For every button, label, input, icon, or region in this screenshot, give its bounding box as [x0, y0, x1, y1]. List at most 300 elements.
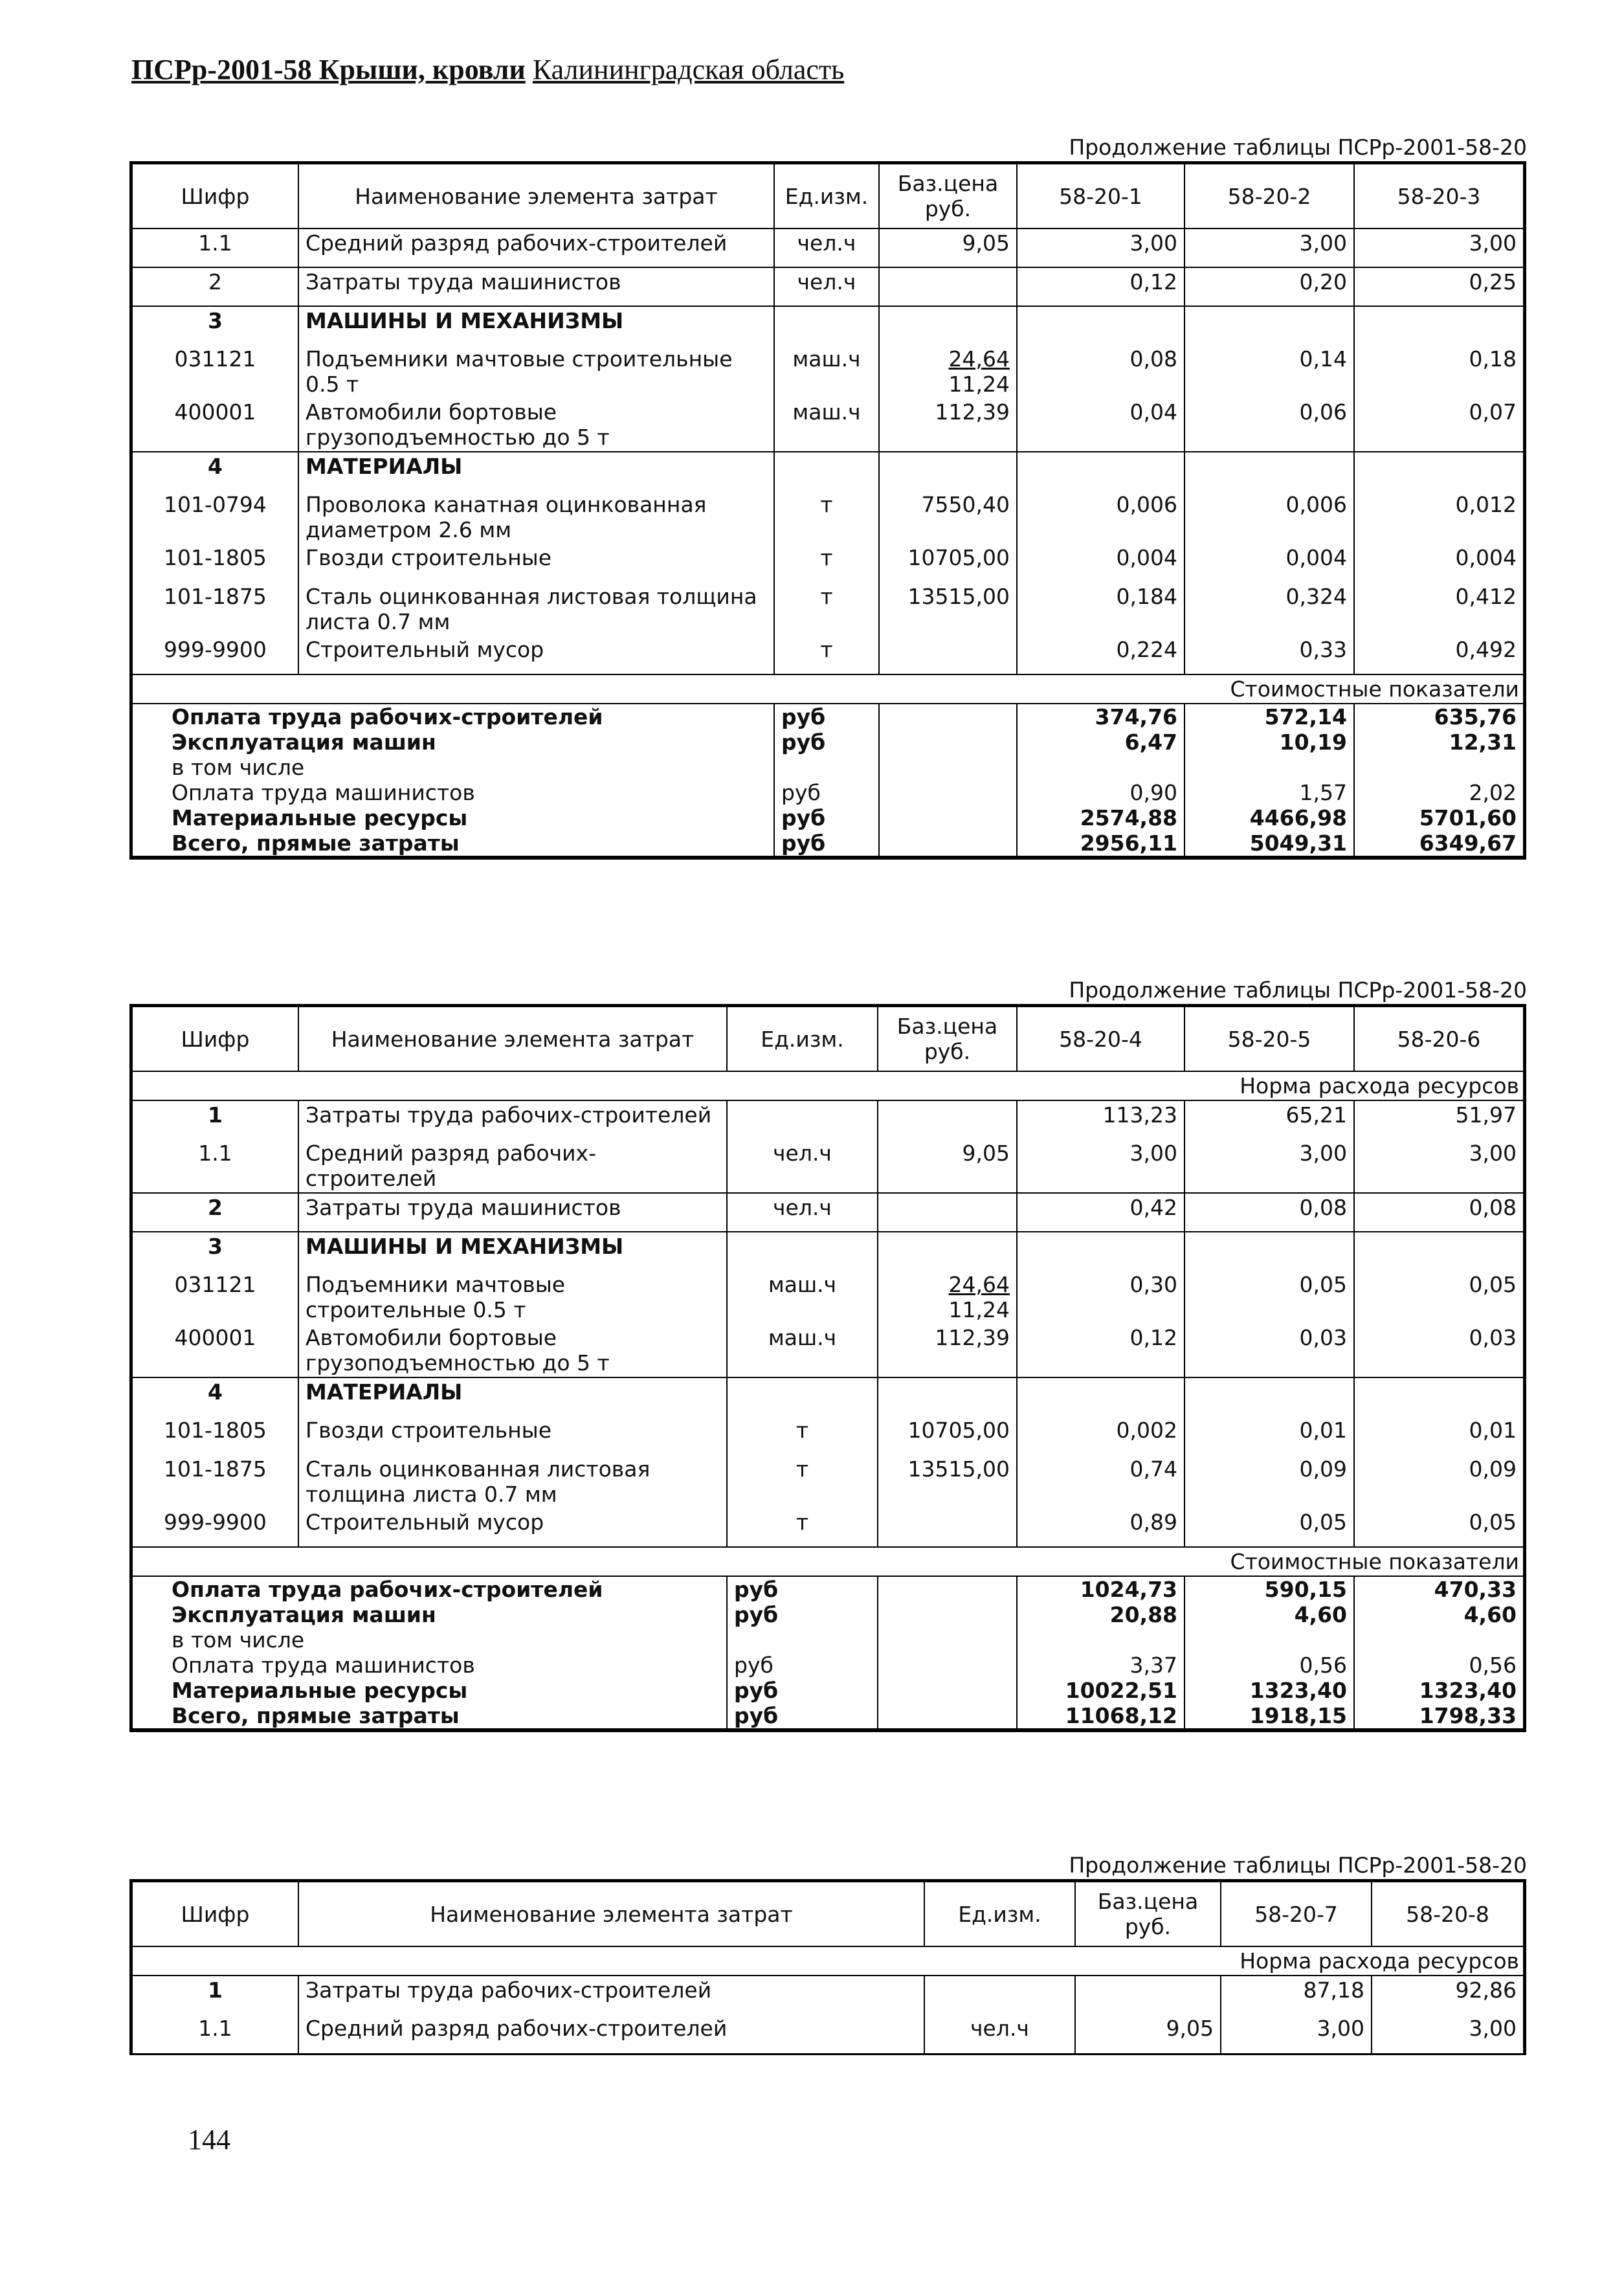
row-code: 999-9900 — [132, 636, 298, 674]
band-resource-norm-label: Норма расхода ресурсов — [132, 1071, 1524, 1100]
col-header-name: Наименование элемента затрат — [298, 1882, 924, 1946]
row-code: 1.1 — [132, 2014, 298, 2053]
row-value — [1185, 306, 1354, 345]
summary-unit: руб — [727, 1576, 878, 1602]
table-row — [132, 1139, 1524, 1193]
row-unit: т — [774, 491, 879, 544]
row-code: 400001 — [132, 398, 298, 452]
row-unit: чел.ч — [924, 2014, 1075, 2053]
row-value: 0,25 — [1354, 267, 1524, 306]
price-value: 9,05 — [1166, 2016, 1214, 2041]
summary-row — [132, 1627, 1524, 1653]
summary-row — [132, 1602, 1524, 1627]
summary-row — [132, 729, 1524, 755]
table-row — [132, 1377, 1524, 1416]
summary-label: Оплата труда машинистов — [132, 780, 774, 805]
table-58-20-1-3 — [131, 163, 1524, 858]
summary-unit: руб — [774, 830, 879, 857]
row-value: 0,05 — [1185, 1271, 1354, 1324]
row-name: МАШИНЫ И МЕХАНИЗМЫ — [298, 306, 774, 345]
summary-row — [132, 805, 1524, 830]
row-value: 0,324 — [1185, 583, 1354, 636]
summary-empty — [879, 755, 1017, 780]
row-code: 101-1875 — [132, 583, 298, 636]
page-header — [131, 53, 844, 86]
band-cost-indicators-label: Стоимостные показатели — [132, 674, 1524, 704]
table-row — [132, 1508, 1524, 1547]
summary-value: 1918,15 — [1185, 1703, 1354, 1730]
row-name: Строительный мусор — [298, 1508, 727, 1547]
row-price — [879, 491, 1017, 544]
summary-empty — [878, 1703, 1017, 1730]
row-price — [1075, 1976, 1221, 2014]
row-name: Средний разряд рабочих-строителей — [298, 2014, 924, 2053]
summary-value — [1185, 1627, 1354, 1653]
col-header-code: Шифр — [132, 1007, 298, 1071]
row-code: 2 — [132, 267, 298, 306]
row-price — [879, 267, 1017, 306]
price-value: 24,64 — [948, 1272, 1010, 1297]
row-unit — [774, 452, 879, 491]
table1-caption: Продолжение таблицы ПСРр-2001-58-20 — [1069, 135, 1527, 160]
row-price — [1075, 2014, 1221, 2053]
summary-value: 6349,67 — [1354, 830, 1524, 857]
summary-label: Эксплуатация машин — [132, 1602, 727, 1627]
row-name: Автомобили бортовые грузоподъемностью до 5 т — [298, 398, 774, 452]
summary-empty — [878, 1678, 1017, 1703]
summary-value: 2574,88 — [1017, 805, 1185, 830]
row-price — [878, 1508, 1017, 1547]
price-value: 112,39 — [935, 1325, 1010, 1350]
row-price — [879, 636, 1017, 674]
table-row — [132, 1324, 1524, 1377]
row-value: 0,05 — [1354, 1508, 1524, 1547]
row-price — [879, 583, 1017, 636]
price-value-secondary: 11,24 — [948, 1297, 1010, 1322]
price-value: 9,05 — [962, 1141, 1010, 1166]
table-row — [132, 1455, 1524, 1508]
row-value: 0,12 — [1017, 267, 1185, 306]
row-value — [1185, 1377, 1354, 1416]
summary-value: 10,19 — [1185, 729, 1354, 755]
table-row — [132, 636, 1524, 674]
row-name: Гвозди строительные — [298, 1416, 727, 1455]
col-header-variant: 58-20-8 — [1372, 1882, 1524, 1946]
row-value: 0,33 — [1185, 636, 1354, 674]
row-value: 0,06 — [1185, 398, 1354, 452]
table-row — [132, 544, 1524, 583]
band-resource-norm — [132, 1946, 1524, 1976]
row-value: 0,184 — [1017, 583, 1185, 636]
summary-value: 1323,40 — [1354, 1678, 1524, 1703]
table-row — [132, 1416, 1524, 1455]
row-code: 400001 — [132, 1324, 298, 1377]
table-row — [132, 1100, 1524, 1139]
row-value: 0,002 — [1017, 1416, 1185, 1455]
row-value — [1354, 1232, 1524, 1271]
summary-value: 572,14 — [1185, 704, 1354, 729]
summary-unit: руб — [774, 729, 879, 755]
summary-value — [1354, 755, 1524, 780]
row-value: 0,004 — [1354, 544, 1524, 583]
row-price — [879, 306, 1017, 345]
row-value — [1017, 452, 1185, 491]
summary-unit: руб — [727, 1678, 878, 1703]
row-price — [878, 1455, 1017, 1508]
row-value: 3,00 — [1372, 2014, 1524, 2053]
row-unit: чел.ч — [774, 267, 879, 306]
summary-value — [1185, 755, 1354, 780]
col-header-price: Баз.цена руб. — [878, 1007, 1017, 1071]
col-header-variant: 58-20-2 — [1185, 164, 1354, 228]
row-unit — [727, 1377, 878, 1416]
table-row — [132, 2014, 1524, 2053]
row-unit: т — [727, 1455, 878, 1508]
row-name: Затраты труда рабочих-строителей — [298, 1976, 924, 2014]
row-value — [1017, 1377, 1185, 1416]
row-value — [1017, 1232, 1185, 1271]
col-header-variant: 58-20-1 — [1017, 164, 1185, 228]
row-name: Сталь оцинкованная листовая толщина листа 0.7 мм — [298, 583, 774, 636]
summary-value: 374,76 — [1017, 704, 1185, 729]
row-unit — [774, 306, 879, 345]
row-value: 0,492 — [1354, 636, 1524, 674]
summary-empty — [879, 780, 1017, 805]
row-code: 031121 — [132, 345, 298, 398]
row-value: 0,30 — [1017, 1271, 1185, 1324]
row-code: 999-9900 — [132, 1508, 298, 1547]
summary-value: 0,90 — [1017, 780, 1185, 805]
summary-label: Материальные ресурсы — [132, 1678, 727, 1703]
row-code: 4 — [132, 452, 298, 491]
row-price — [878, 1324, 1017, 1377]
summary-value: 0,56 — [1185, 1653, 1354, 1678]
row-value: 0,05 — [1354, 1271, 1524, 1324]
table-row — [132, 1232, 1524, 1271]
col-header-unit: Ед.изм. — [774, 164, 879, 228]
summary-value: 1323,40 — [1185, 1678, 1354, 1703]
summary-unit — [727, 1627, 878, 1653]
summary-empty — [879, 830, 1017, 857]
summary-empty — [879, 805, 1017, 830]
table-58-20-7-8 — [131, 1881, 1524, 2053]
row-unit — [924, 1976, 1075, 2014]
summary-unit: руб — [727, 1602, 878, 1627]
table-row — [132, 1271, 1524, 1324]
row-name: Автомобили бортовые грузоподъемностью до 5 т — [298, 1324, 727, 1377]
row-value: 0,08 — [1354, 1193, 1524, 1232]
row-name: Средний разряд рабочих-строителей — [298, 228, 774, 267]
col-header-code: Шифр — [132, 164, 298, 228]
summary-row — [132, 1678, 1524, 1703]
row-code: 3 — [132, 1232, 298, 1271]
row-value: 0,20 — [1185, 267, 1354, 306]
band-cost-indicators — [132, 674, 1524, 704]
row-name: МАШИНЫ И МЕХАНИЗМЫ — [298, 1232, 727, 1271]
row-name: МАТЕРИАЛЫ — [298, 452, 774, 491]
price-value: 10705,00 — [907, 1418, 1010, 1443]
row-code: 1.1 — [132, 228, 298, 267]
band-cost-indicators — [132, 1547, 1524, 1576]
price-value: 13515,00 — [907, 1456, 1010, 1482]
row-value: 0,12 — [1017, 1324, 1185, 1377]
band-cost-indicators-label: Стоимостные показатели — [132, 1547, 1524, 1576]
row-value: 0,09 — [1354, 1455, 1524, 1508]
row-value: 0,07 — [1354, 398, 1524, 452]
row-price — [878, 1416, 1017, 1455]
row-value: 0,08 — [1185, 1193, 1354, 1232]
row-unit: маш.ч — [727, 1271, 878, 1324]
row-value: 0,412 — [1354, 583, 1524, 636]
row-code: 1.1 — [132, 1139, 298, 1193]
col-header-variant: 58-20-6 — [1354, 1007, 1524, 1071]
row-name: Затраты труда машинистов — [298, 267, 774, 306]
row-unit: чел.ч — [774, 228, 879, 267]
summary-unit: руб — [774, 780, 879, 805]
row-value — [1354, 452, 1524, 491]
row-name: Затраты труда рабочих-строителей — [298, 1100, 727, 1139]
summary-value — [1017, 1627, 1185, 1653]
summary-label: Оплата труда машинистов — [132, 1653, 727, 1678]
row-price — [879, 398, 1017, 452]
row-value: 0,224 — [1017, 636, 1185, 674]
row-value: 0,09 — [1185, 1455, 1354, 1508]
row-code: 1 — [132, 1100, 298, 1139]
row-name: Гвозди строительные — [298, 544, 774, 583]
row-value: 0,89 — [1017, 1508, 1185, 1547]
summary-value: 10022,51 — [1017, 1678, 1185, 1703]
row-unit: маш.ч — [774, 345, 879, 398]
row-value: 3,00 — [1354, 228, 1524, 267]
row-value: 0,01 — [1185, 1416, 1354, 1455]
row-value: 0,006 — [1017, 491, 1185, 544]
row-value: 0,08 — [1017, 345, 1185, 398]
band-resource-norm-label: Норма расхода ресурсов — [132, 1946, 1524, 1976]
table-row — [132, 452, 1524, 491]
summary-value: 11068,12 — [1017, 1703, 1185, 1730]
summary-value: 1798,33 — [1354, 1703, 1524, 1730]
row-value: 3,00 — [1185, 228, 1354, 267]
summary-unit: руб — [774, 805, 879, 830]
col-header-variant: 58-20-7 — [1221, 1882, 1372, 1946]
summary-value: 2,02 — [1354, 780, 1524, 805]
table3-caption: Продолжение таблицы ПСРр-2001-58-20 — [1069, 1853, 1527, 1878]
row-price — [878, 1139, 1017, 1193]
summary-label: Оплата труда рабочих-строителей — [132, 1576, 727, 1602]
row-value: 3,00 — [1017, 228, 1185, 267]
row-code: 3 — [132, 306, 298, 345]
row-name: Средний разряд рабочих-строителей — [298, 1139, 727, 1193]
row-unit: т — [774, 583, 879, 636]
row-name: Затраты труда машинистов — [298, 1193, 727, 1232]
col-header-name: Наименование элемента затрат — [298, 1007, 727, 1071]
col-header-variant: 58-20-4 — [1017, 1007, 1185, 1071]
row-price — [879, 452, 1017, 491]
row-unit: маш.ч — [727, 1324, 878, 1377]
summary-empty — [878, 1627, 1017, 1653]
row-code: 2 — [132, 1193, 298, 1232]
row-price — [879, 345, 1017, 398]
summary-value: 3,37 — [1017, 1653, 1185, 1678]
summary-label: Оплата труда рабочих-строителей — [132, 704, 774, 729]
header-title: ПСРр-2001-58 Крыши, кровли — [131, 54, 526, 85]
col-header-unit: Ед.изм. — [924, 1882, 1075, 1946]
row-code: 101-0794 — [132, 491, 298, 544]
row-value: 3,00 — [1017, 1139, 1185, 1193]
row-name: Подъемники мачтовые строительные 0.5 т — [298, 1271, 727, 1324]
row-name: Проволока канатная оцинкованная диаметром 2.6 мм — [298, 491, 774, 544]
row-value: 0,004 — [1185, 544, 1354, 583]
summary-label: Всего, прямые затраты — [132, 830, 774, 857]
table-row — [132, 306, 1524, 345]
price-value: 9,05 — [962, 230, 1010, 256]
row-name: Сталь оцинкованная листовая толщина листа 0.7 мм — [298, 1455, 727, 1508]
row-price — [878, 1193, 1017, 1232]
row-unit: маш.ч — [774, 398, 879, 452]
summary-row — [132, 830, 1524, 857]
row-value — [1185, 452, 1354, 491]
row-value: 0,04 — [1017, 398, 1185, 452]
summary-value — [1017, 755, 1185, 780]
col-header-unit: Ед.изм. — [727, 1007, 878, 1071]
row-value: 0,74 — [1017, 1455, 1185, 1508]
row-value — [1017, 306, 1185, 345]
row-value: 113,23 — [1017, 1100, 1185, 1139]
summary-label: Всего, прямые затраты — [132, 1703, 727, 1730]
row-unit: чел.ч — [727, 1139, 878, 1193]
row-unit: чел.ч — [727, 1193, 878, 1232]
summary-value: 590,15 — [1185, 1576, 1354, 1602]
col-header-price: Баз.цена руб. — [1075, 1882, 1221, 1946]
table-row — [132, 345, 1524, 398]
summary-empty — [878, 1602, 1017, 1627]
summary-unit — [774, 755, 879, 780]
price-value: 13515,00 — [907, 584, 1010, 609]
row-value — [1354, 1377, 1524, 1416]
summary-value: 1,57 — [1185, 780, 1354, 805]
table-row — [132, 583, 1524, 636]
table-row — [132, 491, 1524, 544]
row-code: 101-1875 — [132, 1455, 298, 1508]
summary-empty — [878, 1653, 1017, 1678]
row-price — [878, 1100, 1017, 1139]
summary-row — [132, 1703, 1524, 1730]
row-unit — [727, 1100, 878, 1139]
summary-label: в том числе — [132, 1627, 727, 1653]
summary-value: 2956,11 — [1017, 830, 1185, 857]
summary-value: 635,76 — [1354, 704, 1524, 729]
col-header-name: Наименование элемента затрат — [298, 164, 774, 228]
row-value — [1185, 1232, 1354, 1271]
summary-row — [132, 755, 1524, 780]
row-value: 0,012 — [1354, 491, 1524, 544]
summary-row — [132, 704, 1524, 729]
table2-caption: Продолжение таблицы ПСРр-2001-58-20 — [1069, 977, 1527, 1003]
table-row — [132, 1976, 1524, 2014]
price-value: 10705,00 — [907, 545, 1010, 570]
row-unit: т — [727, 1508, 878, 1547]
row-value — [1354, 306, 1524, 345]
row-value: 92,86 — [1372, 1976, 1524, 2014]
row-unit: т — [727, 1416, 878, 1455]
row-value: 0,01 — [1354, 1416, 1524, 1455]
summary-value: 5049,31 — [1185, 830, 1354, 857]
row-unit: т — [774, 636, 879, 674]
row-price — [879, 228, 1017, 267]
summary-label: в том числе — [132, 755, 774, 780]
row-name: МАТЕРИАЛЫ — [298, 1377, 727, 1416]
row-code: 031121 — [132, 1271, 298, 1324]
summary-value: 4,60 — [1185, 1602, 1354, 1627]
summary-value: 470,33 — [1354, 1576, 1524, 1602]
row-value: 3,00 — [1221, 2014, 1372, 2053]
row-value: 0,14 — [1185, 345, 1354, 398]
col-header-code: Шифр — [132, 1882, 298, 1946]
summary-value: 20,88 — [1017, 1602, 1185, 1627]
row-value: 3,00 — [1354, 1139, 1524, 1193]
row-code: 4 — [132, 1377, 298, 1416]
row-code: 1 — [132, 1976, 298, 2014]
row-value: 87,18 — [1221, 1976, 1372, 2014]
row-value: 0,42 — [1017, 1193, 1185, 1232]
row-value: 65,21 — [1185, 1100, 1354, 1139]
row-name: Строительный мусор — [298, 636, 774, 674]
row-code: 101-1805 — [132, 544, 298, 583]
summary-value — [1354, 1627, 1524, 1653]
summary-unit: руб — [727, 1703, 878, 1730]
row-unit — [727, 1232, 878, 1271]
summary-label: Материальные ресурсы — [132, 805, 774, 830]
row-price — [879, 544, 1017, 583]
row-unit: т — [774, 544, 879, 583]
col-header-variant: 58-20-5 — [1185, 1007, 1354, 1071]
row-price — [878, 1232, 1017, 1271]
table-row — [132, 267, 1524, 306]
summary-row — [132, 1576, 1524, 1602]
row-value: 0,03 — [1354, 1324, 1524, 1377]
summary-value: 4,60 — [1354, 1602, 1524, 1627]
summary-value: 6,47 — [1017, 729, 1185, 755]
row-value: 51,97 — [1354, 1100, 1524, 1139]
header-region: Калининградская область — [532, 54, 845, 85]
summary-empty — [879, 704, 1017, 729]
summary-empty — [878, 1576, 1017, 1602]
summary-label: Эксплуатация машин — [132, 729, 774, 755]
summary-row — [132, 780, 1524, 805]
table-row — [132, 398, 1524, 452]
summary-empty — [879, 729, 1017, 755]
summary-row — [132, 1653, 1524, 1678]
table-row — [132, 1193, 1524, 1232]
price-value: 112,39 — [935, 399, 1010, 425]
row-price — [878, 1377, 1017, 1416]
row-value: 0,03 — [1185, 1324, 1354, 1377]
row-name: Подъемники мачтовые строительные 0.5 т — [298, 345, 774, 398]
summary-unit: руб — [774, 704, 879, 729]
row-price — [878, 1271, 1017, 1324]
summary-value: 1024,73 — [1017, 1576, 1185, 1602]
page-number: 144 — [188, 2124, 230, 2155]
summary-unit: руб — [727, 1653, 878, 1678]
summary-value: 0,56 — [1354, 1653, 1524, 1678]
table-row — [132, 228, 1524, 267]
row-value: 0,18 — [1354, 345, 1524, 398]
row-value: 0,05 — [1185, 1508, 1354, 1547]
price-value: 7550,40 — [921, 492, 1010, 517]
summary-value: 4466,98 — [1185, 805, 1354, 830]
band-resource-norm — [132, 1071, 1524, 1100]
row-value: 3,00 — [1185, 1139, 1354, 1193]
